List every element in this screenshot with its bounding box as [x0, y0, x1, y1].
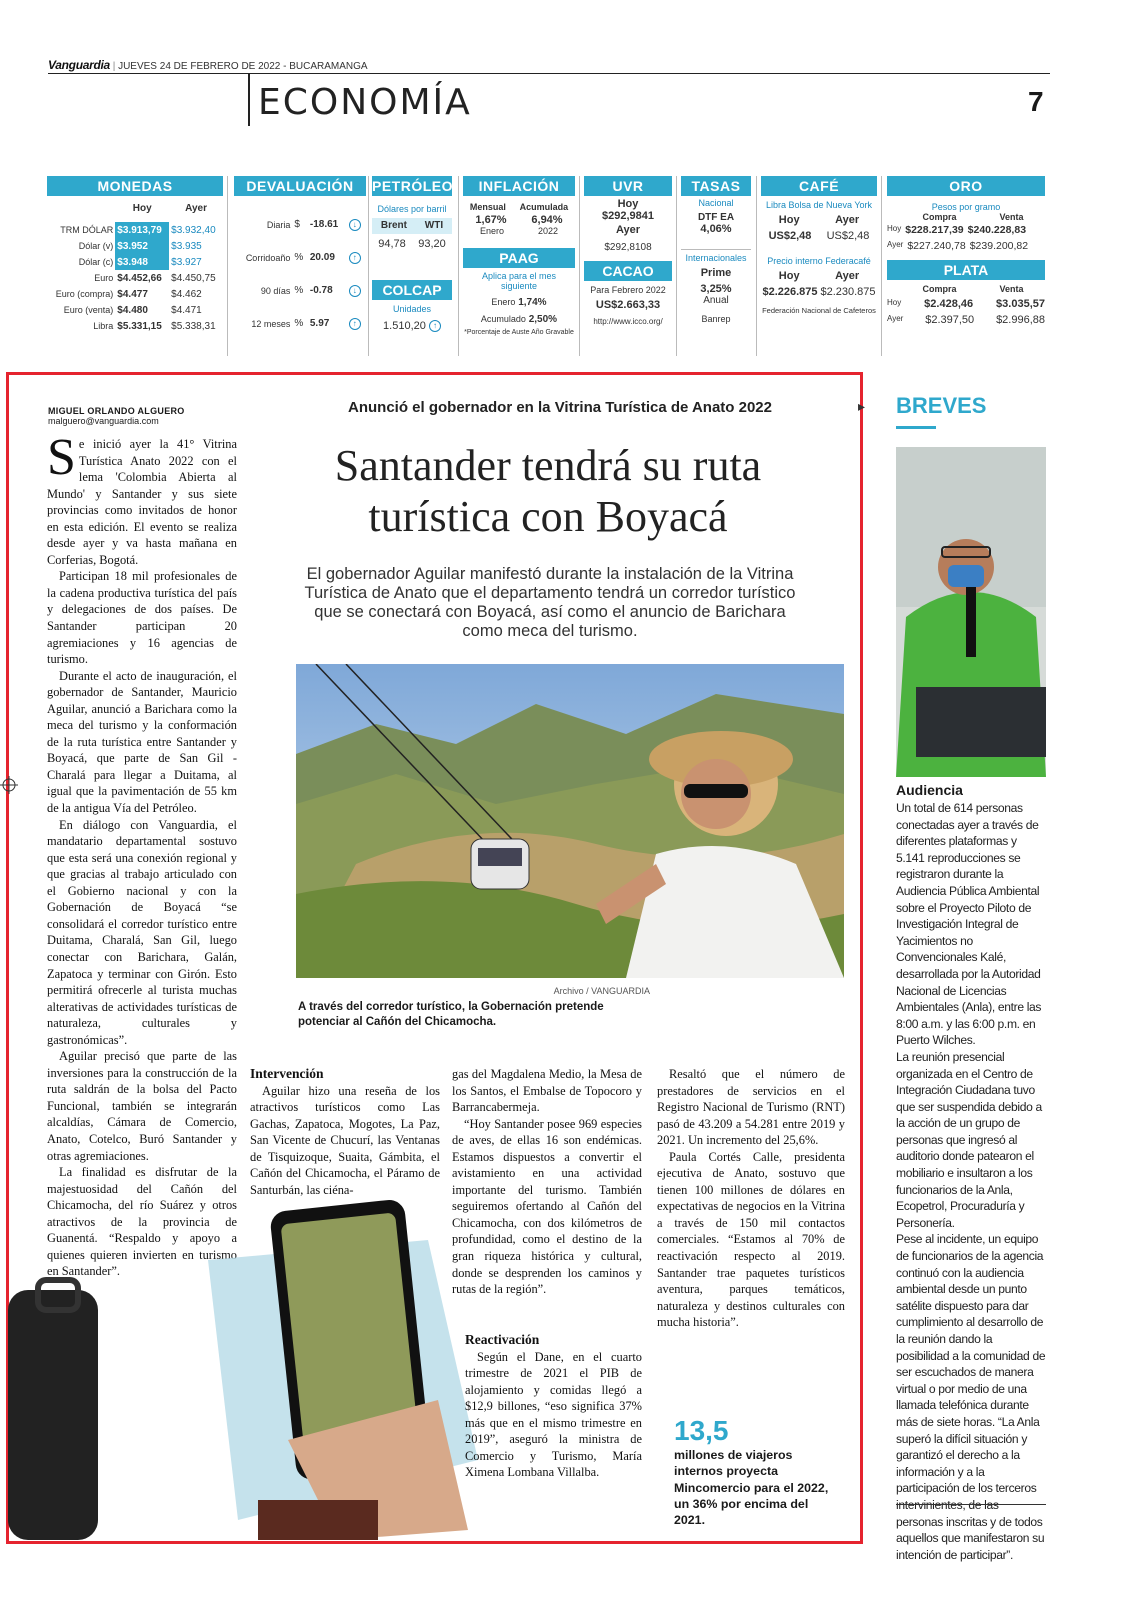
wti-value: 93,20	[418, 238, 446, 250]
wti-label: WTI	[424, 220, 444, 231]
paragraph: La reunión presencial organizada en el Centro de Integración Ciudadana tuvo que ser suspendida debido a la acción de un grupo de personas que ingresó al auditorio donde patearon el mobiliario e insultaron a los funcionarios de la Anla, Ecopetrol, Procuraduría y Personería.	[896, 1049, 1042, 1230]
oro-compra-label: Compra	[922, 212, 957, 222]
table-row: Euro (venta) $4.480 $4.471	[63, 304, 202, 316]
cafe-ny-hoy: US$2,48	[768, 230, 812, 242]
colcap-sub: Unidades	[392, 304, 432, 314]
paragraph: Aguilar hizo una reseña de los atractivos turísticos como Las Gachas, Zapatoca, Mogotes, La Paz, San Vicente de Chucurí, las Ventanas de Tisquizoque, Suaita, Gámbita, el Cañón del Chicamocha, el Páramo de Santurbán, las ciéna-	[250, 1083, 440, 1197]
section-divider	[248, 74, 250, 126]
cafe-fed-ayer: $2.230.875	[820, 286, 876, 298]
divider	[756, 176, 757, 356]
subheading-intervencion: Intervención	[250, 1066, 324, 1081]
travel-illustration	[8, 1200, 488, 1540]
monedas-ayer-label: Ayer	[185, 202, 207, 214]
oro-ayer-compra: $227.240,78	[907, 240, 966, 252]
cafe-ny-ayer: US$2,48	[826, 230, 870, 242]
oro-header: ORO	[887, 176, 1045, 196]
breves-body	[896, 800, 1048, 1563]
paragraph: Participan 18 mil profesionales de la cadena productiva turística del país y delegaciones de dos países. De Santander participan 20 agremiaciones y 16 agencias de turismo.	[47, 569, 237, 667]
cacao-sub: Para Febrero 2022	[590, 285, 666, 295]
table-row: Dólar (v) $3.952 $3.935	[47, 238, 223, 254]
paag-acum-label: Acumulado	[480, 314, 526, 324]
oro-sub: Pesos por gramo	[931, 202, 1001, 212]
cafe-ayer-label: Ayer	[835, 214, 860, 226]
colcap-header: COLCAP	[372, 280, 452, 300]
crosshair-icon	[0, 776, 18, 794]
tasas-internacionales: Internacionales	[681, 249, 751, 263]
plata-hoy-venta: $3.035,57	[996, 298, 1045, 310]
breves-underline	[896, 426, 936, 429]
photo-credit: Archivo / VANGUARDIA	[553, 986, 650, 996]
mensual-label: Mensual	[469, 202, 506, 212]
divider	[676, 176, 677, 356]
inflacion-box	[463, 176, 575, 336]
table-row: 12 meses % 5.97 ↑	[234, 307, 366, 340]
mensual-value: 1,67%	[475, 214, 507, 226]
petroleo-box	[372, 176, 452, 332]
uvr-box	[584, 176, 672, 326]
oro-hoy-compra: $228.217,39	[905, 224, 964, 236]
article-column-3	[452, 1066, 642, 1298]
paag-header: PAAG	[463, 248, 575, 268]
paragraph: Pese al incidente, un equipo de funcionarios de la agencia continuó con la audiencia ambiental desde un punto satélite dispuesto para dar cumplimiento al desarrollo de la reunión dando la posibilidad a la comunidad de ser escuchados de manera virtual o por medio de una llamada telefónica durante más de siete horas. “La Anla superó la difícil situación y garantizó el derecho a la información y a la participación de los terceros personas inscritas y de todos aquellos que manifestaron su intención de participar”.	[896, 1232, 1046, 1562]
dtf-value: 4,06%	[700, 223, 732, 235]
table-row: Euro (compra) $4.477 $4.462	[55, 288, 202, 300]
acumulada-period: 2022	[537, 226, 559, 236]
arrow-up-icon: ↑	[349, 318, 361, 330]
cacao-url: http://www.icco.org/	[593, 317, 663, 326]
uvr-hoy-value: $292,9841	[602, 210, 654, 222]
brent-value: 94,78	[378, 238, 406, 250]
article-subhead: El gobernador Aguilar manifestó durante la instalación de la Vitrina Turística de Anato que el departamento tendrá un corredor turístico que se conectará con Boyacá, así como el anuncio de Barichara como meca del turismo.	[304, 565, 796, 640]
petroleo-sub: Dólares por barril	[377, 204, 447, 214]
byline	[48, 406, 185, 426]
divider	[368, 176, 369, 356]
page-number: 7	[1028, 86, 1044, 117]
divider	[458, 176, 459, 356]
plata-compra-label: Compra	[922, 284, 957, 294]
prime-label: Prime	[700, 267, 732, 279]
divider	[881, 176, 882, 356]
plata-hoy-compra: $2.428,46	[924, 298, 974, 310]
stat-text: millones de viajeros internos proyecta Mincomercio para el 2022, un 36% por encima del 2021.	[674, 1448, 829, 1528]
plata-hoy-label: Hoy	[887, 298, 902, 307]
plata-ayer-compra: $2.397,50	[925, 314, 975, 326]
article-kicker: Anunció el gobernador en la Vitrina Turística de Anato 2022	[348, 399, 772, 416]
acumulada-value: 6,94%	[531, 214, 563, 226]
colcap-value: 1.510,20	[383, 320, 426, 332]
byline-name: MIGUEL ORLANDO ALGUERO	[48, 406, 185, 416]
drop-cap: S	[47, 429, 76, 486]
monedas-header: MONEDAS	[47, 176, 223, 196]
arrow-up-icon: ↑	[429, 320, 441, 332]
subheading-reactivacion: Reactivación	[465, 1332, 540, 1347]
oro-hoy-label: Hoy	[887, 224, 902, 233]
uvr-ayer-value: $292,8108	[604, 242, 652, 253]
oro-ayer-venta: $239.200,82	[969, 240, 1029, 252]
paragraph: La finalidad es disfrutar de la majestuosidad del Cañón del Chicamocha, del río Suárez y otros atractivos de la provincia de Guanentá. “Respaldo y apoyo a quienes quieren invierten en turismo en Santander”.	[47, 1165, 237, 1279]
breves-photo	[896, 447, 1046, 777]
tasas-box	[681, 176, 751, 324]
byline-email: malguero@vanguardia.com	[48, 416, 159, 426]
plata-header: PLATA	[887, 260, 1045, 280]
breves-rule	[896, 1504, 1046, 1505]
article-photo	[296, 664, 844, 978]
oro-ayer-label: Ayer	[887, 240, 904, 249]
paragraph: Según el Dane, en el cuarto trimestre de 2021 el PIB de alojamiento y comidas llegó a $12,9 billones, “eso significa 37% más que en el mismo trimestre en 2019”, aseguró la ministra de Comercio y Turismo, María Ximena Lombana Villalba.	[465, 1349, 642, 1480]
inflacion-header: INFLACIÓN	[463, 176, 575, 196]
prime-anual: Anual	[703, 295, 729, 306]
oro-hoy-venta: $240.228,83	[967, 224, 1027, 236]
oro-box	[887, 176, 1045, 326]
section-title: ECONOMÍA	[258, 82, 472, 123]
devaluacion-header: DEVALUACIÓN	[234, 176, 366, 196]
uvr-ayer-label: Ayer	[615, 224, 641, 236]
photo-caption: A través del corredor turístico, la Gobernación pretende potenciar al Cañón del Chicamocha.	[298, 1001, 604, 1028]
arrow-down-icon: ↓	[349, 285, 361, 297]
masthead-date: JUEVES 24 DE FEBRERO DE 2022 - BUCARAMANGA	[118, 61, 368, 72]
divider	[579, 176, 580, 356]
divider	[227, 176, 228, 356]
monedas-table	[47, 200, 223, 334]
plata-ayer-label: Ayer	[887, 314, 904, 323]
cacao-value: US$2.663,33	[595, 299, 661, 311]
paragraph: En diálogo con Vanguardia, el mandatario departamental sostuvo que esta será una conexión regional y que gracias al trabajo articulado con el Gobierno nacional y con la Gobernación de Boyacá “se consolidará el corredor turístico entre Duitama, Charalá, San Gil, luego conectar con Barichara, Galán, Zapatoca y terminar con Girón. Esto permitirá ofrecerle al turista muchas alterativas de actividades turísticas de naturaleza, culturales y gastronómicas”.	[47, 817, 237, 1047]
plata-venta-label: Venta	[999, 284, 1024, 294]
table-row: TRM DÓLAR $3.913,79 $3.932,40	[47, 222, 223, 238]
cafe-hoy-label: Hoy	[778, 214, 800, 226]
uvr-hoy-label: Hoy	[617, 198, 639, 210]
newspaper-logo: Vanguardia	[48, 58, 110, 72]
cafe-fed-hoy: $2.226.875	[762, 286, 818, 298]
cacao-header: CACAO	[584, 261, 672, 281]
devaluacion-box	[234, 176, 366, 340]
cafe-header: CAFÉ	[761, 176, 877, 196]
monedas-box	[47, 176, 223, 334]
mensual-period: Enero	[479, 226, 505, 236]
dtf-label: DTF EA	[697, 212, 735, 223]
paragraph: e inició ayer la 41° Vitrina Turística Anato 2022 con el lema 'Colombia Abierta al Mundo' y Santander y sus siete provincias como invitados de honor en esta edición. El evento se realiza desde ayer y va hasta mañana en Corferias, Bogotá.	[47, 437, 237, 567]
paag-sub: Aplica para el mes siguiente	[481, 271, 557, 291]
cafe-hoy-label-2: Hoy	[778, 270, 800, 282]
paragraph: Aguilar precisó que parte de las inversiones para la construcción de la ruta saldrán de la bolsa del Pacto Funcional, también se integrarán alcaldías, Cámara de Comercio, Anato, Cotelco, Buró Santander y otras agremiaciones.	[47, 1049, 237, 1163]
cafe-ny-label: Libra Bolsa de Nueva York	[765, 200, 873, 210]
uvr-header: UVR	[584, 176, 672, 196]
petroleo-header: PETRÓLEO	[372, 178, 454, 194]
breves-label: BREVES	[896, 393, 987, 418]
article-column-3b	[465, 1332, 642, 1481]
cafe-fed-label: Precio interno Federacafé	[767, 256, 871, 266]
table-row: Dólar (c) $3.948 $3.927	[47, 254, 223, 270]
tasas-source: Banrep	[701, 314, 731, 324]
arrow-up-icon: ↑	[349, 252, 361, 264]
paragraph: Paula Cortés Calle, presidenta ejecutiva de Anato, sostuvo que tienen 100 millones de dólares en expectativas de negocios en la Vitrina a través de 150 mil contactos comerciales. “Estamos al 70% de reactivación respecto al 2019. Santander trae paquetes turísticos aventura, parques temáticos, naturaleza y destinos culturales con mucha historia”.	[657, 1149, 845, 1330]
table-row: 90 días % -0.78 ↓	[234, 274, 366, 307]
arrow-right-icon: ▸	[858, 398, 866, 414]
article-column-2	[250, 1066, 440, 1198]
tasas-nacional: Nacional	[698, 198, 734, 208]
table-row: Libra $5.331,15 $5.338,31	[93, 320, 216, 332]
cafe-source: Federación Nacional de Cafeteros	[762, 306, 876, 315]
cafe-box	[761, 176, 877, 315]
acumulada-label: Acumulada	[519, 202, 569, 212]
breves-title: Audiencia	[896, 782, 963, 798]
paag-note: *Porcentaje de Auste Año Gravable	[464, 329, 574, 336]
article-column-1	[47, 429, 237, 1280]
stat-number: 13,5	[674, 1415, 729, 1446]
paragraph: Durante el acto de inauguración, el gobernador de Santander, Mauricio Aguilar, anunció a Barichara como la meca del turismo y la conformación de la ruta turística entre Santander y Boyacá, que parte de San Gil - Charalá para llegar a Duitama, al igual que la pavimentación de 55 km de la antigua Vía del Petróleo.	[47, 668, 237, 816]
cafe-ayer-label-2: Ayer	[835, 270, 860, 282]
paag-acum-value: 2,50%	[528, 314, 558, 325]
oro-venta-label: Venta	[999, 212, 1024, 222]
article-headline: Santander tendrá su ruta turística con Boyacá	[334, 441, 762, 541]
paag-enero-label: Enero	[491, 297, 516, 307]
brent-label: Brent	[380, 220, 407, 231]
paag-enero-value: 1,74%	[518, 297, 547, 308]
paragraph: Un total de 614 personas conectadas ayer a través de diferentes plataformas y 5.141 reproducciones se registraron durante la Audiencia Pública Ambiental sobre el Proyecto Piloto de Investigación Integral de Yacimientos no Convencionales Kalé, desarrollada por la Autoridad Nacional de Licencias Ambientales (Anla), entre las 8:00 a.m. y las 6:00 p.m. en Puerto Wilches.	[896, 801, 1042, 1048]
masthead: Vanguardia | JUEVES 24 DE FEBRERO DE 2022 - BUCARAMANGA	[48, 58, 1050, 74]
table-row: Corridoaño % 20.09 ↑	[234, 241, 366, 274]
paragraph: “Hoy Santander posee 969 especies de aves, de ellas 16 son endémicas. Estamos dispuestos a convertir el avistamiento en una actividad importante del turismo. También seguiremos ofertando al Cañón del Chicamocha, con dos kilómetros de profundidad, como el destino de la gran riqueza histórica y cultural, donde se desprenden los caminos y rutas de la región”.	[452, 1116, 642, 1297]
prime-value: 3,25%	[700, 283, 732, 295]
paragraph: gas del Magdalena Medio, la Mesa de los Santos, el Embalse de Topocoro y Barrancabermeja.	[452, 1067, 642, 1115]
monedas-hoy-label: Hoy	[132, 202, 152, 214]
plata-ayer-venta: $2.996,88	[996, 314, 1045, 326]
table-row: Diaria $ -18.61 ↓	[234, 208, 366, 241]
article-column-4	[657, 1066, 845, 1331]
arrow-down-icon: ↓	[349, 219, 361, 231]
paragraph: Resaltó que el número de prestadores de servicios en el Registro Nacional de Turismo (RNT) pasó de 43.209 a 54.281 entre 2019 y 2021. Un incremento del 25,6%.	[657, 1067, 845, 1148]
tasas-header: TASAS	[681, 176, 751, 196]
table-row: Euro $4.452,66 $4.450,75	[94, 272, 216, 284]
